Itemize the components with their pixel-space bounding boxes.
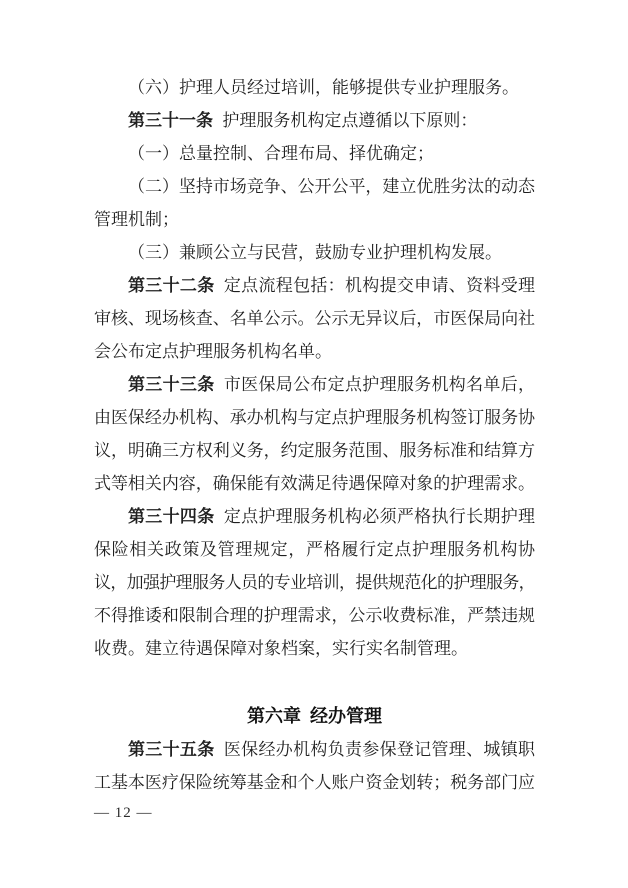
- doc-line: [94, 137, 535, 170]
- doc-line: [94, 368, 535, 401]
- doc-line-text: 不得推诿和限制合理的护理需求，公示收费标准，严禁违规: [94, 606, 535, 625]
- doc-line: [94, 236, 535, 269]
- article-number: 第三十三条: [128, 375, 215, 394]
- doc-line-text: 医保经办机构负责参保登记管理、城镇职: [223, 740, 536, 759]
- doc-line-text: （六）护理人员经过培训，能够提供专业护理服务。: [128, 78, 519, 97]
- doc-line-text: 审核、现场核查、名单公示。公示无异议后，市医保局向社: [94, 309, 535, 328]
- doc-line-text: 式等相关内容，确保能有效满足待遇保障对象的护理需求。: [94, 474, 535, 493]
- doc-line-text: 由医保经办机构、承办机构与定点护理服务机构签订服务协: [94, 408, 535, 427]
- doc-line: [94, 170, 535, 203]
- doc-line: [94, 632, 535, 665]
- doc-line: [94, 401, 535, 434]
- doc-line-text: （一）总量控制、合理布局、择优确定；: [128, 144, 434, 163]
- doc-line-text: 收费。建立待遇保障对象档案，实行实名制管理。: [94, 639, 468, 658]
- article-number: 第三十一条: [128, 111, 213, 130]
- doc-line: [94, 533, 535, 566]
- doc-line: [94, 599, 535, 632]
- doc-line: [94, 766, 535, 799]
- doc-line: [94, 335, 535, 368]
- doc-line-text: 议，明确三方权利义务，约定服务范围、服务标准和结算方: [94, 441, 535, 460]
- doc-line: [94, 269, 535, 302]
- doc-line-text: 护理服务机构定点遵循以下原则：: [222, 111, 478, 130]
- article-number: 第三十二条: [128, 276, 215, 295]
- doc-line: [94, 434, 535, 467]
- doc-line: [94, 71, 535, 104]
- doc-line-text: （二）坚持市场竞争、公开公平，建立优胜劣汰的动态: [128, 177, 535, 196]
- doc-line: [94, 104, 535, 137]
- document-text-block: [94, 71, 535, 799]
- chapter-heading: 第六章 经办管理: [246, 706, 382, 726]
- doc-line: [94, 500, 535, 533]
- doc-line-text: 工基本医疗保险统筹基金和个人账户资金划转；税务部门应: [94, 773, 535, 792]
- doc-line-text: （三）兼顾公立与民营，鼓励专业护理机构发展。: [128, 243, 502, 262]
- doc-line-text: 议，加强护理服务人员的专业培训，提供规范化的护理服务，: [94, 573, 535, 592]
- doc-line-text: 市医保局公布定点护理服务机构名单后，: [223, 375, 536, 394]
- page-number: — 12 —: [94, 805, 153, 821]
- doc-line-text: 保险相关政策及管理规定，严格履行定点护理服务机构协: [94, 540, 535, 559]
- article-number: 第三十四条: [128, 507, 215, 526]
- doc-line: [94, 467, 535, 500]
- doc-line: [94, 203, 535, 236]
- doc-line-text: 会公布定点护理服务机构名单。: [94, 342, 332, 361]
- article-number: 第三十五条: [128, 740, 215, 759]
- doc-line-text: 管理机制；: [94, 210, 179, 229]
- doc-line: [94, 302, 535, 335]
- doc-line: [94, 566, 535, 599]
- doc-line-text: 定点护理服务机构必须严格执行长期护理: [223, 507, 536, 526]
- doc-line: [94, 733, 535, 766]
- doc-line-text: 定点流程包括：机构提交申请、资料受理: [223, 276, 536, 295]
